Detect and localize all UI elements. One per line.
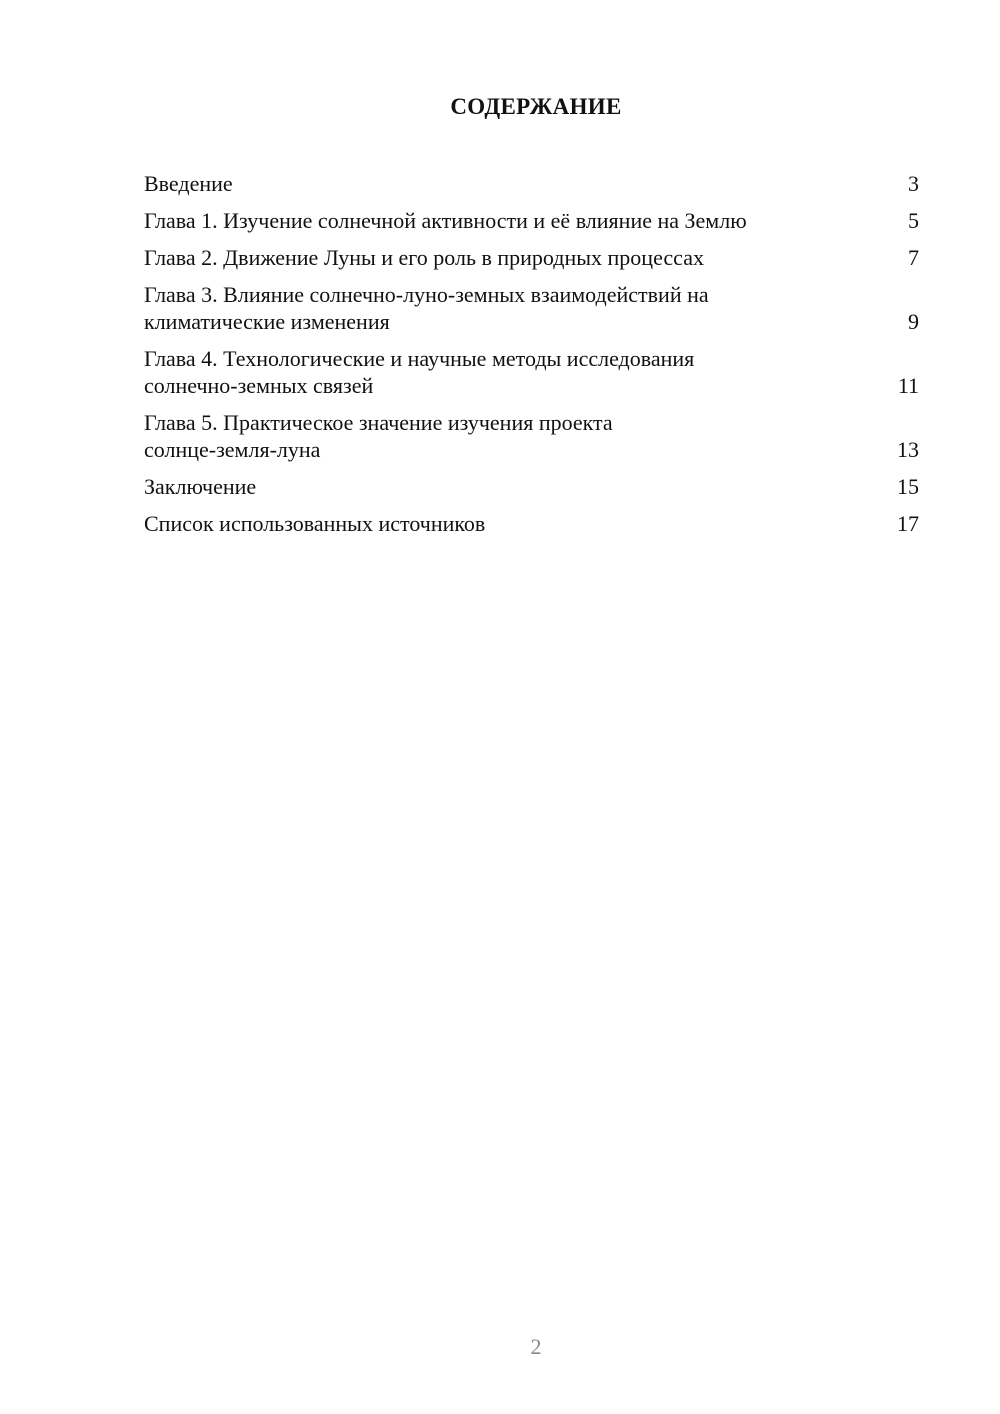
toc-entry-page: 11	[897, 373, 919, 398]
toc-entry-label-line: Глава 1. Изучение солнечной активности и её влияние на Землю	[144, 208, 747, 233]
page-number: 2	[530, 1334, 542, 1359]
toc-entry-label	[144, 207, 767, 234]
table-of-contents	[144, 170, 919, 547]
toc-entry-references	[144, 510, 919, 537]
toc-entry-page: 15	[897, 474, 919, 499]
toc-entry-chapter-4	[144, 345, 919, 399]
toc-entry-introduction	[144, 170, 919, 197]
toc-entry-page: 7	[908, 245, 919, 270]
toc-entry-label-line: солнце-земля-луна	[144, 437, 321, 462]
toc-entry-label	[144, 345, 714, 399]
toc-entry-label-line: Введение	[144, 171, 233, 196]
toc-entry-page: 9	[908, 309, 919, 334]
toc-entry-label-line: Глава 2. Движение Луны и его роль в природных процессах	[144, 245, 704, 270]
toc-entry-label	[144, 473, 276, 500]
toc-entry-page: 3	[908, 171, 919, 196]
toc-entry-label-line: Заключение	[144, 474, 257, 499]
toc-entry-label-line: солнечно-земных связей	[144, 373, 374, 398]
toc-entry-label	[144, 170, 253, 197]
toc-entry-chapter-2	[144, 244, 919, 271]
toc-entry-chapter-3	[144, 281, 919, 335]
toc-entry-label-line: Глава 4. Технологические и научные методы исследования	[144, 346, 695, 371]
page-title: СОДЕРЖАНИЕ	[450, 94, 622, 119]
toc-entry-label	[144, 281, 729, 335]
toc-entry-label	[144, 244, 724, 271]
toc-entry-label-line: Список использованных источников	[144, 511, 486, 536]
toc-entry-label	[144, 409, 633, 463]
toc-entry-label-line: Глава 3. Влияние солнечно-луно-земных взаимодействий на	[144, 282, 709, 307]
toc-entry-label-line: Глава 5. Практическое значение изучения проекта	[144, 410, 613, 435]
toc-entry-label	[144, 510, 505, 537]
toc-entry-chapter-5	[144, 409, 919, 463]
toc-entry-page: 17	[897, 511, 919, 536]
toc-entry-page: 5	[908, 208, 919, 233]
toc-entry-chapter-1	[144, 207, 919, 234]
toc-entry-conclusion	[144, 473, 919, 500]
toc-entry-page: 13	[897, 437, 919, 462]
toc-entry-label-line: климатические изменения	[144, 309, 390, 334]
